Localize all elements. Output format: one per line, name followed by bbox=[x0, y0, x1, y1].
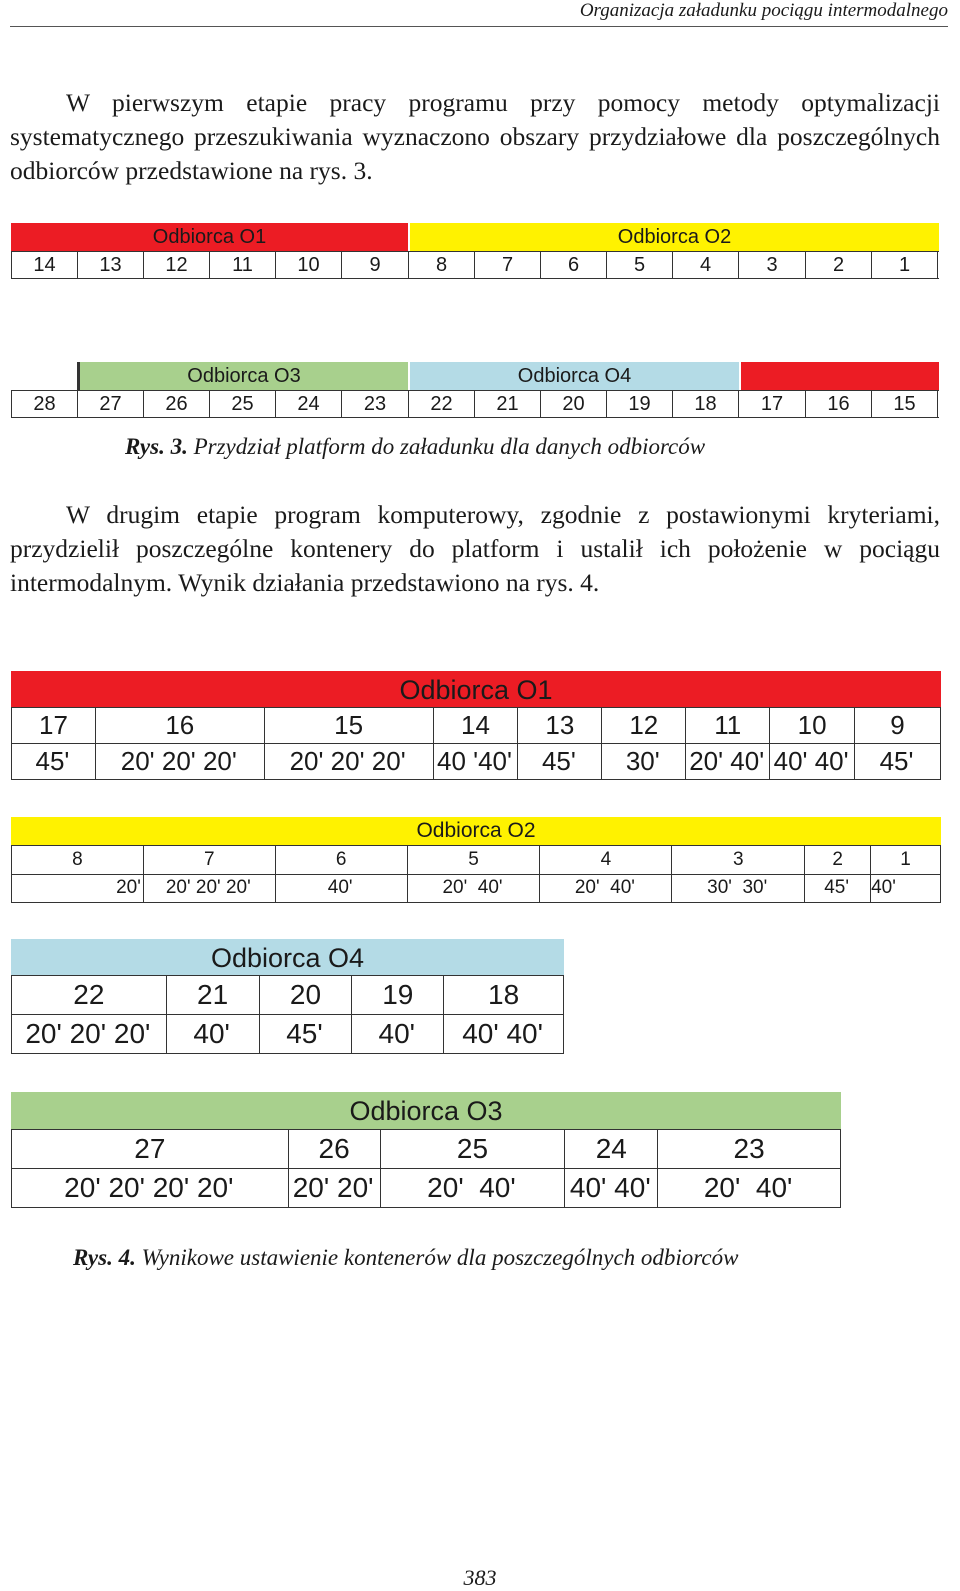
platform-cell: 4 bbox=[673, 252, 739, 278]
figure-4-recipient-o1 bbox=[11, 671, 941, 780]
platform-number: 17 bbox=[12, 708, 95, 744]
platform-cell: 22 bbox=[409, 391, 475, 417]
container-list: 20' 20' 20' bbox=[120, 746, 237, 776]
container-list: 40' bbox=[871, 877, 896, 899]
platform-cell: 2 bbox=[806, 252, 872, 278]
platform-cell bbox=[276, 846, 408, 902]
platform-number: 3 bbox=[672, 846, 804, 875]
platform-cell bbox=[672, 846, 805, 902]
container-list: 40' 40' bbox=[569, 1172, 651, 1203]
figure-4-caption bbox=[73, 1244, 738, 1272]
platform-cell bbox=[805, 846, 871, 902]
container-list: 45' bbox=[35, 746, 70, 776]
recipient-o2-band bbox=[410, 223, 939, 251]
recipient-o2-header bbox=[11, 817, 941, 845]
platform-number: 8 bbox=[12, 846, 143, 875]
platform-cell: 28 bbox=[12, 391, 78, 417]
platform-cell: 6 bbox=[541, 252, 607, 278]
container-list: 45' bbox=[824, 877, 849, 899]
platform-cell bbox=[12, 1130, 289, 1207]
platform-cell: 24 bbox=[276, 391, 342, 417]
recipient-o4-grid bbox=[11, 975, 564, 1054]
platform-number: 27 bbox=[12, 1130, 288, 1169]
page-number: 383 bbox=[463, 1565, 497, 1590]
recipient-o2-title: Odbiorca O2 bbox=[416, 819, 536, 842]
platform-cell bbox=[260, 976, 353, 1053]
platform-cell: 5 bbox=[607, 252, 673, 278]
figure-3-row-2 bbox=[11, 362, 939, 418]
container-list: 20' 20' 20' bbox=[289, 746, 406, 776]
figure-3-caption-text: Przydział platform do załadunku dla danych odbiorców bbox=[193, 434, 706, 459]
recipient-o2-grid bbox=[11, 845, 941, 903]
recipient-o3-band bbox=[77, 362, 408, 390]
figure-4-recipient-o2 bbox=[11, 817, 941, 903]
container-list: 20' 40' bbox=[427, 1172, 516, 1203]
recipient-o3-grid bbox=[11, 1129, 841, 1208]
container-list: 45' bbox=[286, 1018, 323, 1049]
platform-cell: 3 bbox=[739, 252, 806, 278]
platform-cell: 26 bbox=[144, 391, 210, 417]
platform-cell bbox=[96, 708, 265, 779]
platform-number: 16 bbox=[96, 708, 264, 744]
platform-number: 11 bbox=[686, 708, 769, 744]
container-list: 30' 30' bbox=[707, 877, 768, 899]
platform-cell: 19 bbox=[607, 391, 673, 417]
platform-number: 6 bbox=[276, 846, 407, 875]
platform-cell bbox=[144, 846, 276, 902]
recipient-o4-band bbox=[410, 362, 739, 390]
platform-cell: 15 bbox=[872, 391, 938, 417]
platform-number: 5 bbox=[408, 846, 540, 875]
container-list: 20' 40' bbox=[442, 877, 503, 899]
container-list: 40' bbox=[193, 1018, 230, 1049]
recipient-o4-header bbox=[11, 939, 564, 975]
recipient-o2-label: Odbiorca O2 bbox=[617, 226, 732, 248]
platform-number: 23 bbox=[658, 1130, 840, 1169]
platform-cell bbox=[770, 708, 855, 779]
container-list: 40' bbox=[327, 877, 353, 899]
blank-band bbox=[11, 362, 75, 390]
container-list: 40 '40' bbox=[436, 746, 512, 776]
platform-cell bbox=[565, 1130, 658, 1207]
platform-number: 7 bbox=[144, 846, 275, 875]
figure-4-recipient-o4 bbox=[11, 939, 564, 1054]
container-list: 45' bbox=[879, 746, 914, 776]
container-list: 40' 40' bbox=[462, 1018, 543, 1049]
platform-cell bbox=[518, 708, 602, 779]
paragraph-1-text: W pierwszym etapie pracy programu przy pomocy metody optymalizacji systematycznego przeszukiwania wyznaczono obszary przydziałowe dla poszczególnych odbiorców przedstawione na rys. 3. bbox=[10, 88, 940, 185]
container-list: 20' 40' bbox=[703, 1172, 793, 1203]
platform-number: 25 bbox=[381, 1130, 565, 1169]
container-list: 20' bbox=[116, 877, 141, 899]
recipient-o1-band-continued bbox=[741, 362, 939, 390]
platform-cell: 1 bbox=[872, 252, 938, 278]
platform-cell: 23 bbox=[342, 391, 409, 417]
platform-cell bbox=[602, 708, 686, 779]
recipient-o4-title: Odbiorca O4 bbox=[210, 943, 365, 973]
platform-cell: 14 bbox=[12, 252, 78, 278]
platform-cell: 25 bbox=[210, 391, 276, 417]
platform-number: 19 bbox=[352, 976, 443, 1015]
platform-cell bbox=[12, 708, 96, 779]
platform-cell: 11 bbox=[210, 252, 276, 278]
container-list: 40' 40' bbox=[773, 746, 849, 776]
platform-number: 10 bbox=[770, 708, 854, 744]
platform-cell bbox=[167, 976, 260, 1053]
figure-3-row-1 bbox=[11, 223, 939, 279]
platform-cell: 13 bbox=[78, 252, 144, 278]
platform-number: 2 bbox=[805, 846, 870, 875]
platform-cell: 18 bbox=[673, 391, 739, 417]
platform-cell: 9 bbox=[342, 252, 409, 278]
platform-cell bbox=[12, 976, 167, 1053]
platform-cell bbox=[408, 846, 541, 902]
platform-number: 14 bbox=[434, 708, 518, 744]
platform-number: 22 bbox=[12, 976, 166, 1015]
platform-number: 12 bbox=[602, 708, 685, 744]
platform-number: 4 bbox=[540, 846, 671, 875]
platform-cell bbox=[381, 1130, 566, 1207]
container-list: 40' bbox=[378, 1018, 416, 1049]
row-2-platforms bbox=[11, 390, 939, 418]
recipient-o3-label: Odbiorca O3 bbox=[187, 365, 301, 387]
platform-number: 26 bbox=[289, 1130, 380, 1169]
figure-4-caption-text: Wynikowe ustawienie kontenerów dla poszczególnych odbiorców bbox=[141, 1245, 739, 1270]
recipient-o1-header bbox=[11, 671, 941, 707]
running-head: Organizacja załadunku pociągu intermodalnego bbox=[10, 0, 948, 27]
platform-cell bbox=[265, 708, 434, 779]
figure-3-caption bbox=[125, 433, 705, 461]
figure-4-caption-label: Rys. 4. bbox=[73, 1245, 136, 1270]
recipient-o4-label: Odbiorca O4 bbox=[517, 365, 632, 387]
platform-cell bbox=[686, 708, 770, 779]
recipient-o3-title: Odbiorca O3 bbox=[349, 1096, 503, 1126]
platform-cell bbox=[444, 976, 564, 1053]
platform-number: 15 bbox=[265, 708, 433, 744]
platform-cell: 20 bbox=[541, 391, 607, 417]
recipient-o3-header bbox=[11, 1092, 841, 1129]
platform-number: 13 bbox=[518, 708, 601, 744]
platform-cell bbox=[871, 846, 941, 902]
container-list: 20' 40' bbox=[689, 746, 765, 776]
figure-4-recipient-o3 bbox=[11, 1092, 841, 1208]
recipient-o1-label: Odbiorca O1 bbox=[152, 226, 267, 248]
platform-cell: 7 bbox=[475, 252, 541, 278]
recipient-o1-band bbox=[11, 223, 408, 251]
platform-number: 21 bbox=[167, 976, 259, 1015]
platform-cell bbox=[658, 1130, 841, 1207]
platform-cell: 17 bbox=[739, 391, 806, 417]
paragraph-2-text: W drugim etapie program komputerowy, zgodnie z postawionymi kryteriami, przydzielił poszczególne kontenery do platform i ustalił ich położenie w pociągu intermodalnym. Wynik działania przedstawiono na rys. 4. bbox=[10, 500, 940, 597]
container-list: 45' bbox=[541, 746, 576, 776]
container-list: 20' 20' bbox=[292, 1172, 374, 1203]
container-list: 20' 20' 20' bbox=[165, 877, 251, 899]
platform-cell bbox=[540, 846, 672, 902]
container-list: 20' 40' bbox=[574, 877, 635, 899]
platform-number: 20 bbox=[260, 976, 352, 1015]
platform-cell bbox=[352, 976, 444, 1053]
recipient-o1-grid bbox=[11, 707, 941, 780]
paragraph-1 bbox=[10, 86, 940, 188]
container-list: 20' 20' 20' 20' bbox=[64, 1172, 234, 1203]
platform-cell: 10 bbox=[276, 252, 342, 278]
platform-number: 9 bbox=[855, 708, 940, 744]
figure-3-caption-label: Rys. 3. bbox=[125, 434, 188, 459]
platform-number: 1 bbox=[871, 846, 940, 875]
platform-number: 24 bbox=[565, 1130, 657, 1169]
container-list: 30' bbox=[625, 746, 660, 776]
platform-cell bbox=[289, 1130, 381, 1207]
platform-number: 18 bbox=[444, 976, 563, 1015]
platform-cell: 8 bbox=[409, 252, 475, 278]
platform-cell: 27 bbox=[78, 391, 144, 417]
platform-cell: 12 bbox=[144, 252, 210, 278]
platform-cell bbox=[855, 708, 941, 779]
row-1-platforms bbox=[11, 251, 939, 279]
container-list: 20' 20' 20' bbox=[25, 1018, 151, 1049]
paragraph-2 bbox=[10, 498, 940, 600]
platform-cell: 21 bbox=[475, 391, 541, 417]
platform-cell: 16 bbox=[806, 391, 872, 417]
platform-cell bbox=[12, 846, 144, 902]
platform-cell bbox=[434, 708, 519, 779]
recipient-o1-title: Odbiorca O1 bbox=[399, 675, 553, 705]
